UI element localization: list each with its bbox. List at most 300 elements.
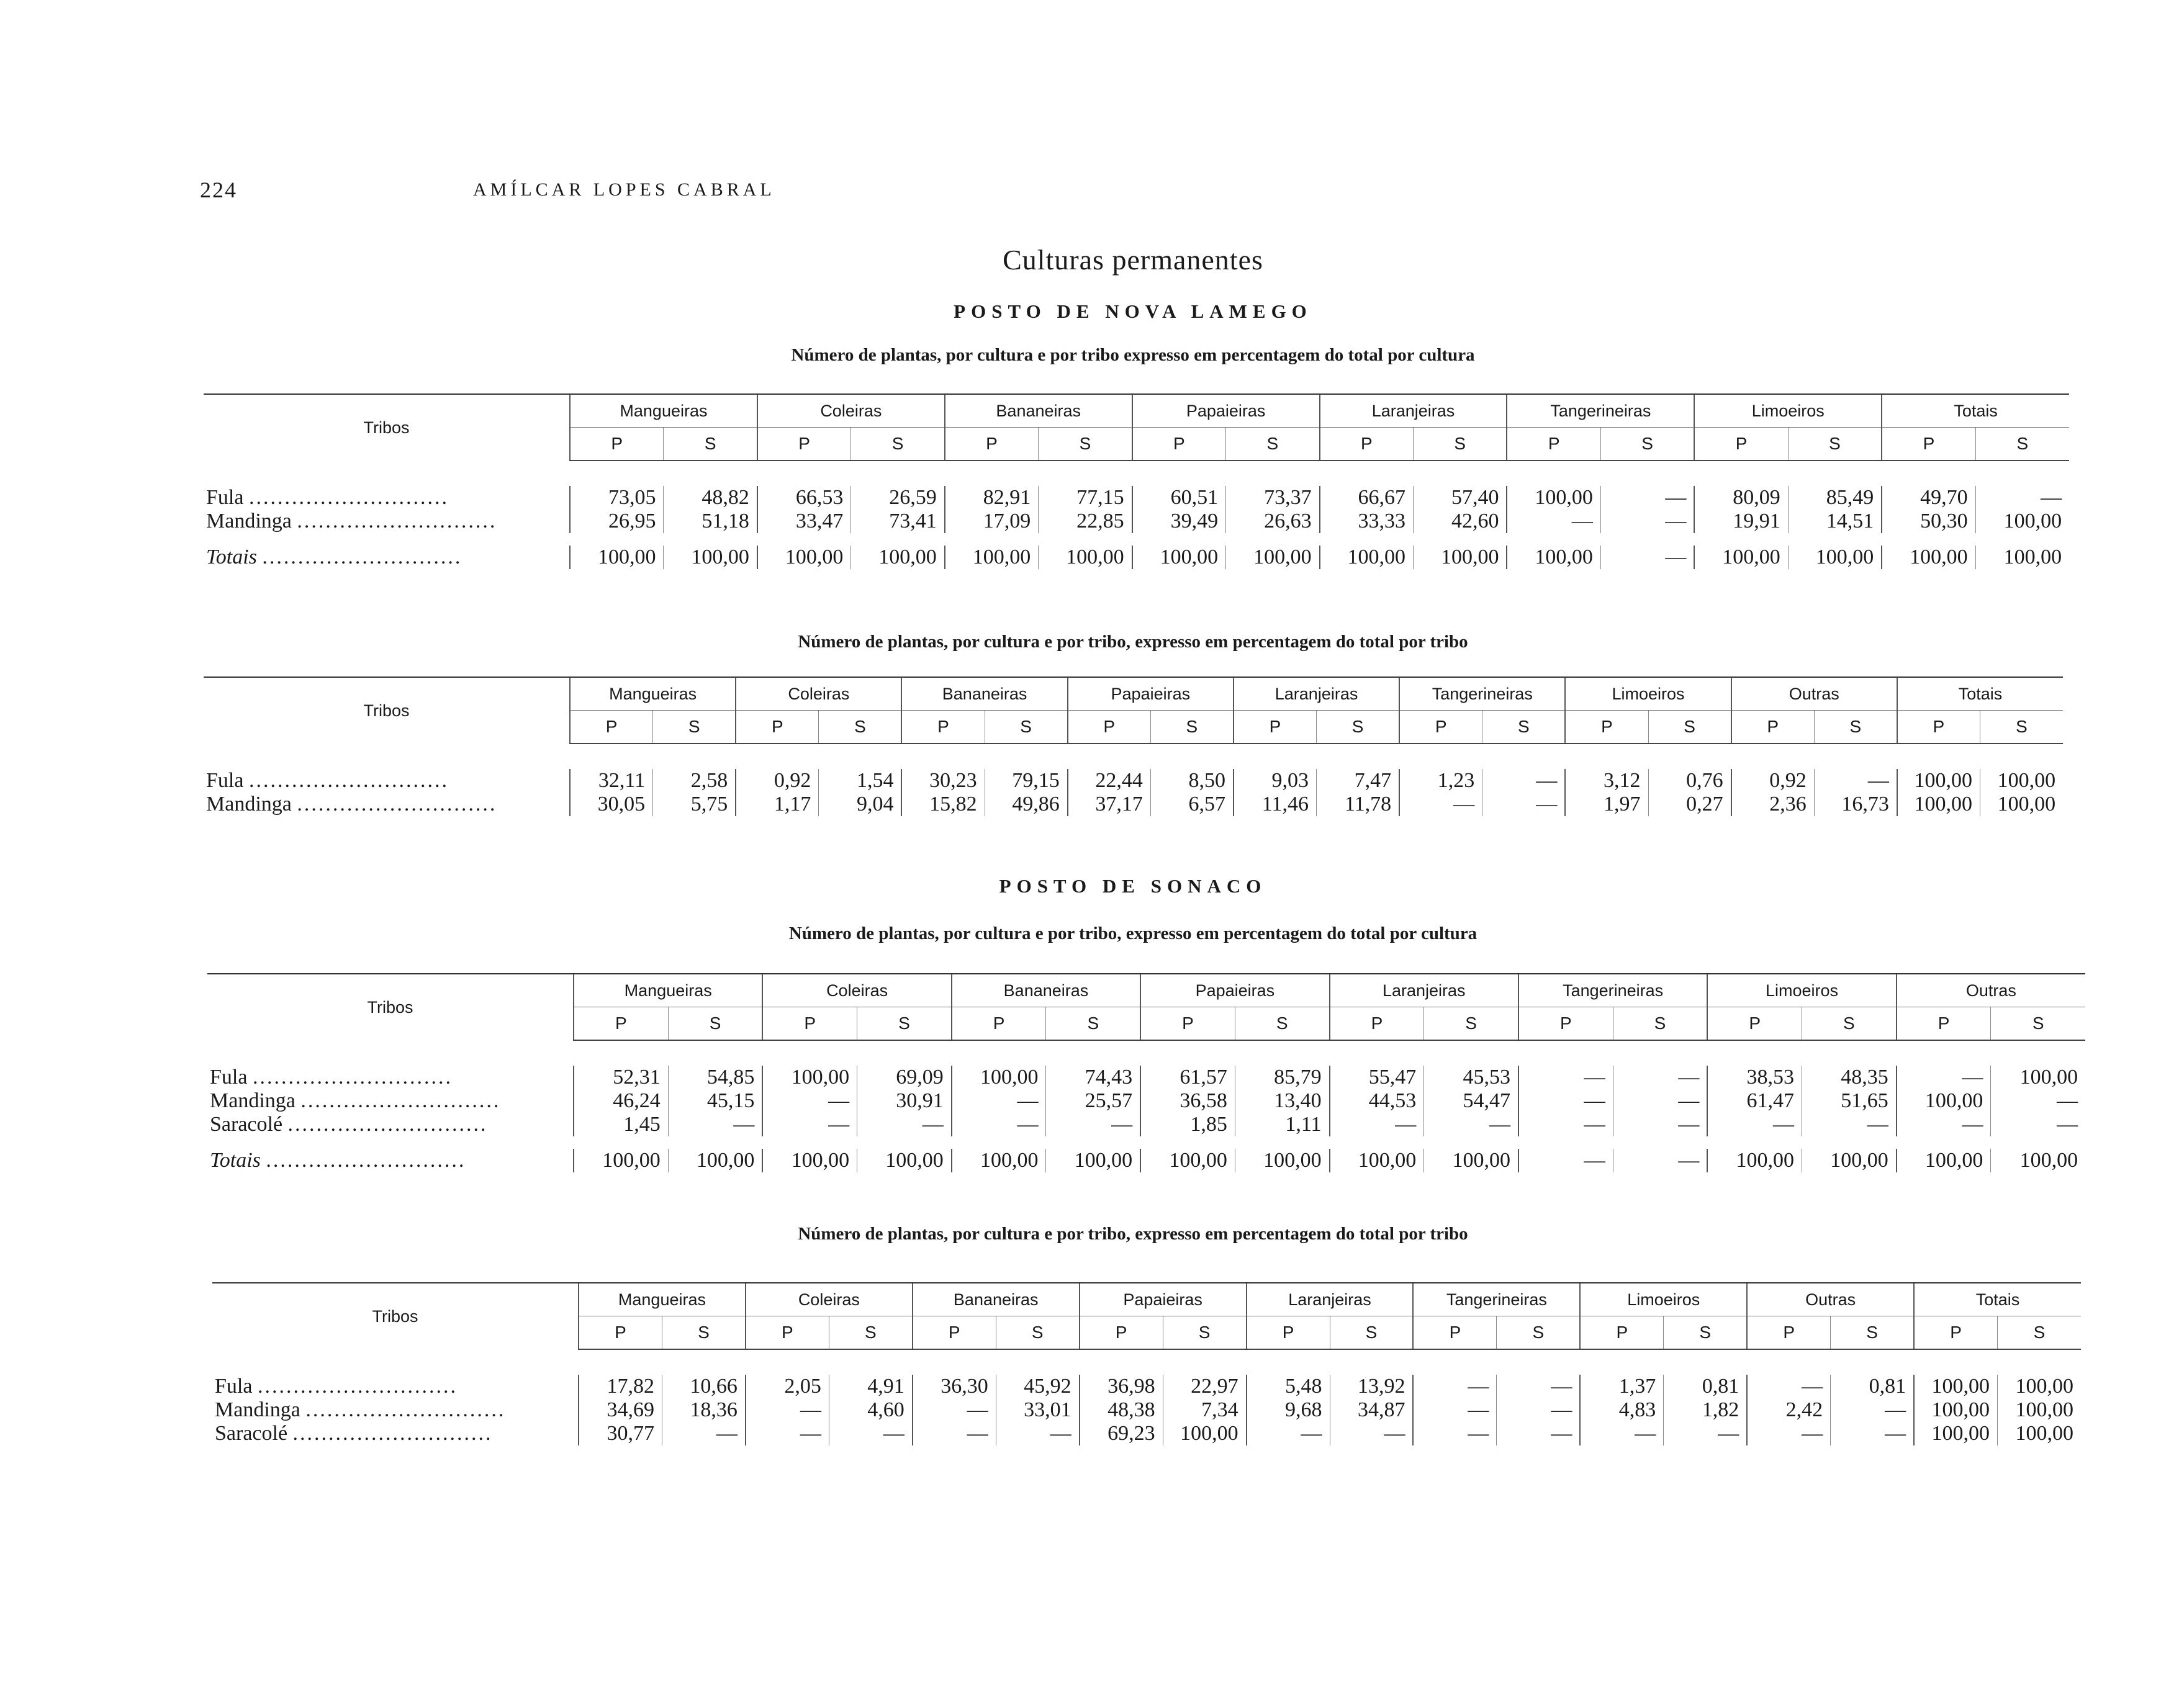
s-subheader: S — [1150, 711, 1234, 744]
table-cell: 46,24 — [574, 1089, 668, 1113]
table-cell: 45,15 — [668, 1089, 762, 1113]
table-cell: 100,00 — [1975, 546, 2069, 569]
group-header: Laranjeiras — [1330, 974, 1518, 1007]
table-cell: — — [1413, 1398, 1496, 1422]
table-cell: 8,50 — [1150, 769, 1234, 793]
table-cell: 22,97 — [1163, 1375, 1246, 1398]
table-cell: — — [1831, 1398, 1914, 1422]
s-subheader: S — [1600, 428, 1694, 461]
p-subheader: P — [1413, 1316, 1496, 1350]
table-cell: 49,70 — [1882, 486, 1975, 510]
table-cell: 22,44 — [1068, 769, 1151, 793]
table-cell: — — [1580, 1422, 1663, 1445]
table-cell: 1,97 — [1565, 793, 1648, 816]
table-cell: 1,82 — [1664, 1398, 1747, 1422]
s-subheader: S — [1664, 1316, 1747, 1350]
s-subheader: S — [664, 428, 757, 461]
s-subheader: S — [1497, 1316, 1580, 1350]
table-cell: 100,00 — [1980, 769, 2063, 793]
table-cell: 100,00 — [1998, 1422, 2081, 1445]
table-4-subtitle: Número de plantas, por cultura e por tribo, expresso em percentagem do total por tribo — [798, 1224, 1468, 1244]
s-subheader: S — [851, 428, 945, 461]
table-cell: 33,47 — [757, 510, 851, 533]
running-header — [200, 177, 775, 203]
table-cell: — — [1991, 1113, 2085, 1136]
table-cell: 61,47 — [1707, 1089, 1802, 1113]
table-cell: 51,65 — [1802, 1089, 1897, 1113]
tribe-name: Fula ............................ — [206, 486, 449, 509]
table-row — [207, 1113, 2085, 1136]
table-cell: 48,35 — [1802, 1066, 1897, 1089]
tribe-name: Fula ............................ — [206, 769, 449, 792]
p-subheader: P — [757, 428, 851, 461]
table-cell: 66,53 — [757, 486, 851, 510]
table-cell: — — [1897, 1066, 1991, 1089]
table-cell: 100,00 — [762, 1149, 857, 1172]
table-cell: 14,51 — [1788, 510, 1882, 533]
p-subheader: P — [952, 1007, 1046, 1041]
table-cell: 100,00 — [757, 546, 851, 569]
table-cell: — — [1330, 1422, 1413, 1445]
table-cell: 2,42 — [1747, 1398, 1830, 1422]
table-cell: 66,67 — [1320, 486, 1414, 510]
s-subheader: S — [1998, 1316, 2081, 1350]
group-header: Coleiras — [736, 677, 901, 711]
table-cell: 77,15 — [1039, 486, 1132, 510]
s-subheader: S — [1226, 428, 1320, 461]
table-cell: 45,53 — [1424, 1066, 1518, 1089]
table-cell: 7,47 — [1317, 769, 1400, 793]
table-cell: — — [1802, 1113, 1897, 1136]
group-header: Coleiras — [757, 394, 945, 428]
table-cell: 9,68 — [1247, 1398, 1330, 1422]
group-header: Totais — [1914, 1283, 2081, 1316]
table-cell: 32,11 — [570, 769, 653, 793]
table-cell: 0,92 — [736, 769, 819, 793]
table-cell: 1,23 — [1399, 769, 1482, 793]
table-cell: 73,37 — [1226, 486, 1320, 510]
tribe-name: Mandinga ............................ — [206, 510, 497, 533]
table-cell: 11,78 — [1317, 793, 1400, 816]
p-subheader: P — [1330, 1007, 1424, 1041]
table-cell: 100,00 — [1330, 1149, 1424, 1172]
table-cell: 57,40 — [1414, 486, 1507, 510]
group-header: Bananeiras — [901, 677, 1067, 711]
table-cell: 100,00 — [1226, 546, 1320, 569]
table-cell: 48,82 — [664, 486, 757, 510]
table-cell: 100,00 — [1882, 546, 1975, 569]
table-cell: — — [662, 1422, 745, 1445]
s-subheader: S — [1424, 1007, 1518, 1041]
p-subheader: P — [570, 428, 664, 461]
table-cell: 26,95 — [570, 510, 664, 533]
table-cell: 54,47 — [1424, 1089, 1518, 1113]
table-cell: — — [1613, 1113, 1707, 1136]
table-cell: — — [1413, 1375, 1496, 1398]
p-subheader: P — [945, 428, 1039, 461]
table-cell: 4,91 — [829, 1375, 912, 1398]
table-cell: — — [1247, 1422, 1330, 1445]
table-cell: 19,91 — [1694, 510, 1788, 533]
table-cell: — — [996, 1422, 1079, 1445]
s-subheader: S — [819, 711, 902, 744]
table-cell: 82,91 — [945, 486, 1039, 510]
table-cell: 100,00 — [574, 1149, 668, 1172]
table-cell: — — [1482, 793, 1566, 816]
table-cell: 16,73 — [1814, 793, 1897, 816]
table-cell: 100,00 — [1414, 546, 1507, 569]
group-header: Bananeiras — [913, 1283, 1080, 1316]
table-cell: 69,09 — [857, 1066, 952, 1089]
table-cell: — — [1613, 1066, 1707, 1089]
table-cell: 25,57 — [1046, 1089, 1140, 1113]
table-nova-lamego-por-cultura — [204, 393, 2069, 569]
table-cell: 100,00 — [945, 546, 1039, 569]
group-header: Mangueiras — [574, 974, 762, 1007]
s-subheader: S — [653, 711, 736, 744]
tribos-header: Tribos — [212, 1283, 579, 1349]
running-author: AMÍLCAR LOPES CABRAL — [473, 179, 775, 200]
table-cell: — — [1413, 1422, 1496, 1445]
table-cell: — — [1814, 769, 1897, 793]
table-2-subtitle: Número de plantas, por cultura e por tribo, expresso em percentagem do total por tribo — [798, 632, 1468, 652]
s-subheader: S — [1975, 428, 2069, 461]
s-subheader: S — [668, 1007, 762, 1041]
table-cell: 17,09 — [945, 510, 1039, 533]
p-subheader: P — [1234, 711, 1317, 744]
table-cell: 100,00 — [1163, 1422, 1246, 1445]
table-cell: — — [1424, 1113, 1518, 1136]
table-cell: 10,66 — [662, 1375, 745, 1398]
table-cell: 13,40 — [1235, 1089, 1329, 1113]
s-subheader: S — [857, 1007, 952, 1041]
table-cell: — — [1497, 1375, 1580, 1398]
table-cell: 36,58 — [1140, 1089, 1235, 1113]
table-cell: 100,00 — [952, 1066, 1046, 1089]
table-cell: 17,82 — [579, 1375, 662, 1398]
table-cell: — — [913, 1422, 996, 1445]
table-cell: 30,05 — [570, 793, 653, 816]
table-sonaco-por-tribo — [212, 1282, 2081, 1445]
table-cell: 100,00 — [1802, 1149, 1897, 1172]
p-subheader: P — [1132, 428, 1226, 461]
s-subheader: S — [1613, 1007, 1707, 1041]
table-cell: — — [1707, 1113, 1802, 1136]
p-subheader: P — [1565, 711, 1648, 744]
table-cell: 100,00 — [1914, 1422, 1997, 1445]
page-number: 224 — [200, 178, 237, 202]
posto-nova-lamego-heading: POSTO DE NOVA LAMEGO — [954, 300, 1312, 322]
group-header: Mangueiras — [579, 1283, 746, 1316]
p-subheader: P — [570, 711, 653, 744]
table-cell: 13,92 — [1330, 1375, 1413, 1398]
table-cell: 73,05 — [570, 486, 664, 510]
table-cell: 51,18 — [664, 510, 757, 533]
tribe-name: Totais ............................ — [206, 546, 462, 569]
totals-row — [204, 546, 2069, 569]
s-subheader: S — [996, 1316, 1079, 1350]
p-subheader: P — [574, 1007, 668, 1041]
table-cell: 26,59 — [851, 486, 945, 510]
table-cell: 100,00 — [1140, 1149, 1235, 1172]
table-cell: — — [1330, 1113, 1424, 1136]
s-subheader: S — [1648, 711, 1731, 744]
p-subheader: P — [1897, 1007, 1991, 1041]
table-cell: 100,00 — [1998, 1398, 2081, 1422]
table-cell: 100,00 — [1897, 1089, 1991, 1113]
table-cell: — — [1482, 769, 1566, 793]
s-subheader: S — [1046, 1007, 1140, 1041]
table-cell: — — [829, 1422, 912, 1445]
s-subheader: S — [985, 711, 1068, 744]
table-cell: — — [1518, 1113, 1613, 1136]
p-subheader: P — [746, 1316, 829, 1350]
p-subheader: P — [913, 1316, 996, 1350]
table-cell: 3,12 — [1565, 769, 1648, 793]
table-cell: 34,87 — [1330, 1398, 1413, 1422]
table-cell: 79,15 — [985, 769, 1068, 793]
table-cell: — — [1747, 1422, 1830, 1445]
table-cell: — — [1664, 1422, 1747, 1445]
table-cell: 1,45 — [574, 1113, 668, 1136]
group-header: Coleiras — [762, 974, 951, 1007]
p-subheader: P — [1707, 1007, 1802, 1041]
page-title: Culturas permanentes — [1003, 244, 1263, 276]
table-cell: 100,00 — [952, 1149, 1046, 1172]
table-row — [204, 769, 2063, 793]
table-cell: — — [913, 1398, 996, 1422]
table-cell: — — [1600, 510, 1694, 533]
table-3-subtitle: Número de plantas, por cultura e por tribo, expresso em percentagem do total por cultura — [788, 924, 1477, 943]
tribos-header: Tribos — [207, 974, 574, 1040]
p-subheader: P — [1320, 428, 1414, 461]
table-cell: 38,53 — [1707, 1066, 1802, 1089]
table-cell: 2,05 — [746, 1375, 829, 1398]
p-subheader: P — [1580, 1316, 1663, 1350]
p-subheader: P — [1694, 428, 1788, 461]
s-subheader: S — [1039, 428, 1132, 461]
table-cell: 0,76 — [1648, 769, 1731, 793]
table-cell: 1,17 — [736, 793, 819, 816]
p-subheader: P — [579, 1316, 662, 1350]
table-cell: — — [1399, 793, 1482, 816]
table-cell: 0,81 — [1831, 1375, 1914, 1398]
table-sonaco-por-cultura — [207, 973, 2085, 1172]
group-header: Tangerineiras — [1413, 1283, 1580, 1316]
table-cell: 100,00 — [1788, 546, 1882, 569]
table-cell: 100,00 — [1914, 1398, 1997, 1422]
table-cell: 0,92 — [1731, 769, 1815, 793]
p-subheader: P — [1399, 711, 1482, 744]
table-cell: — — [668, 1113, 762, 1136]
table-cell: 4,83 — [1580, 1398, 1663, 1422]
table-cell: — — [762, 1113, 857, 1136]
group-header: Totais — [1897, 677, 2063, 711]
table-cell: 54,85 — [668, 1066, 762, 1089]
s-subheader: S — [1802, 1007, 1897, 1041]
posto-sonaco-heading: POSTO DE SONACO — [999, 875, 1267, 897]
table-cell: 42,60 — [1414, 510, 1507, 533]
table-cell: 11,46 — [1234, 793, 1317, 816]
s-subheader: S — [829, 1316, 912, 1350]
table-cell: 2,36 — [1731, 793, 1815, 816]
table-cell: 18,36 — [662, 1398, 745, 1422]
table-cell: — — [1600, 486, 1694, 510]
table-cell: 100,00 — [762, 1066, 857, 1089]
table-cell: 33,01 — [996, 1398, 1079, 1422]
table-cell: 69,23 — [1080, 1422, 1163, 1445]
table-cell: 0,81 — [1664, 1375, 1747, 1398]
table-cell: 44,53 — [1330, 1089, 1424, 1113]
table-cell: 26,63 — [1226, 510, 1320, 533]
p-subheader: P — [1080, 1316, 1163, 1350]
tribe-name: Mandinga ............................ — [206, 793, 497, 816]
s-subheader: S — [1814, 711, 1897, 744]
table-cell: 100,00 — [1320, 546, 1414, 569]
group-header: Laranjeiras — [1320, 394, 1507, 428]
s-subheader: S — [1317, 711, 1400, 744]
group-header: Limoeiros — [1707, 974, 1896, 1007]
p-subheader: P — [901, 711, 985, 744]
group-header: Outras — [1897, 974, 2085, 1007]
tribe-name: Saracolé ............................ — [210, 1113, 488, 1136]
table-cell: 100,00 — [851, 546, 945, 569]
group-header: Tangerineiras — [1507, 394, 1694, 428]
table-cell: 100,00 — [668, 1149, 762, 1172]
s-subheader: S — [1235, 1007, 1329, 1041]
p-subheader: P — [1731, 711, 1815, 744]
table-cell: 100,00 — [1507, 546, 1600, 569]
p-subheader: P — [1914, 1316, 1997, 1350]
tribos-header: Tribos — [204, 394, 570, 461]
table-cell: 60,51 — [1132, 486, 1226, 510]
p-subheader: P — [736, 711, 819, 744]
tribe-name: Totais ............................ — [210, 1149, 466, 1172]
table-cell: — — [1507, 510, 1600, 533]
group-header: Papaieiras — [1132, 394, 1320, 428]
table-cell: 100,00 — [1039, 546, 1132, 569]
table-cell: — — [1975, 486, 2069, 510]
p-subheader: P — [1507, 428, 1600, 461]
table-cell: 100,00 — [1424, 1149, 1518, 1172]
table-cell: — — [1518, 1066, 1613, 1089]
group-header: Limoeiros — [1580, 1283, 1747, 1316]
table-cell: — — [1046, 1113, 1140, 1136]
table-cell: 37,17 — [1068, 793, 1151, 816]
table-cell: 61,57 — [1140, 1066, 1235, 1089]
group-header: Tangerineiras — [1518, 974, 1707, 1007]
group-header: Papaieiras — [1080, 1283, 1247, 1316]
table-cell: 100,00 — [1998, 1375, 2081, 1398]
group-header: Laranjeiras — [1234, 677, 1399, 711]
table-cell: 73,41 — [851, 510, 945, 533]
group-header: Totais — [1882, 394, 2069, 428]
table-cell: — — [1831, 1422, 1914, 1445]
tribe-name: Mandinga ............................ — [210, 1089, 501, 1112]
table-cell: 100,00 — [1897, 793, 1980, 816]
p-subheader: P — [1518, 1007, 1613, 1041]
table-cell: 100,00 — [1046, 1149, 1140, 1172]
s-subheader: S — [1788, 428, 1882, 461]
table-row — [204, 486, 2069, 510]
table-cell: 100,00 — [1991, 1149, 2085, 1172]
table-cell: 100,00 — [1694, 546, 1788, 569]
s-subheader: S — [1831, 1316, 1914, 1350]
group-header: Papaieiras — [1140, 974, 1329, 1007]
table-cell: — — [1613, 1149, 1707, 1172]
table-cell: — — [1747, 1375, 1830, 1398]
table-cell: 30,77 — [579, 1422, 662, 1445]
table-cell: 15,82 — [901, 793, 985, 816]
s-subheader: S — [662, 1316, 745, 1350]
s-subheader: S — [1163, 1316, 1246, 1350]
table-cell: 100,00 — [1914, 1375, 1997, 1398]
table-cell: 100,00 — [1235, 1149, 1329, 1172]
group-header: Mangueiras — [570, 677, 736, 711]
table-cell: 100,00 — [1975, 510, 2069, 533]
group-header: Tangerineiras — [1399, 677, 1565, 711]
table-cell: 100,00 — [664, 546, 757, 569]
table-row — [204, 793, 2063, 816]
tribe-name: Fula ............................ — [215, 1375, 458, 1398]
table-cell: 7,34 — [1163, 1398, 1246, 1422]
s-subheader: S — [1482, 711, 1566, 744]
table-cell: — — [1518, 1149, 1613, 1172]
group-header: Coleiras — [746, 1283, 913, 1316]
table-cell: — — [1600, 546, 1694, 569]
table-cell: 36,98 — [1080, 1375, 1163, 1398]
table-cell: 85,79 — [1235, 1066, 1329, 1089]
table-cell: 4,60 — [829, 1398, 912, 1422]
table-cell: 100,00 — [570, 546, 664, 569]
group-header: Bananeiras — [952, 974, 1140, 1007]
table-cell: 1,85 — [1140, 1113, 1235, 1136]
table-cell: 74,43 — [1046, 1066, 1140, 1089]
table-cell: 5,75 — [653, 793, 736, 816]
table-cell: 2,58 — [653, 769, 736, 793]
tribe-name: Mandinga ............................ — [215, 1398, 506, 1421]
table-cell: 100,00 — [1980, 793, 2063, 816]
table-cell: 6,57 — [1150, 793, 1234, 816]
table-cell: 45,92 — [996, 1375, 1079, 1398]
p-subheader: P — [1068, 711, 1151, 744]
group-header: Laranjeiras — [1247, 1283, 1414, 1316]
table-1-subtitle: Número de plantas, por cultura e por tribo expresso em percentagem do total por cultura — [791, 345, 1475, 365]
table-cell: — — [746, 1398, 829, 1422]
table-cell: 80,09 — [1694, 486, 1788, 510]
table-cell: 34,69 — [579, 1398, 662, 1422]
table-cell: — — [1897, 1113, 1991, 1136]
s-subheader: S — [1414, 428, 1507, 461]
table-row — [212, 1398, 2081, 1422]
table-cell: 49,86 — [985, 793, 1068, 816]
table-cell: — — [746, 1422, 829, 1445]
table-row — [204, 510, 2069, 533]
table-row — [207, 1089, 2085, 1113]
s-subheader: S — [1330, 1316, 1413, 1350]
table-cell: 9,04 — [819, 793, 902, 816]
group-header: Bananeiras — [945, 394, 1132, 428]
group-header: Mangueiras — [570, 394, 757, 428]
s-subheader: S — [1991, 1007, 2085, 1041]
table-cell: 1,11 — [1235, 1113, 1329, 1136]
table-cell: — — [1518, 1089, 1613, 1113]
group-header: Limoeiros — [1694, 394, 1882, 428]
table-cell: 52,31 — [574, 1066, 668, 1089]
table-cell: — — [952, 1089, 1046, 1113]
table-cell: 36,30 — [913, 1375, 996, 1398]
p-subheader: P — [1882, 428, 1975, 461]
